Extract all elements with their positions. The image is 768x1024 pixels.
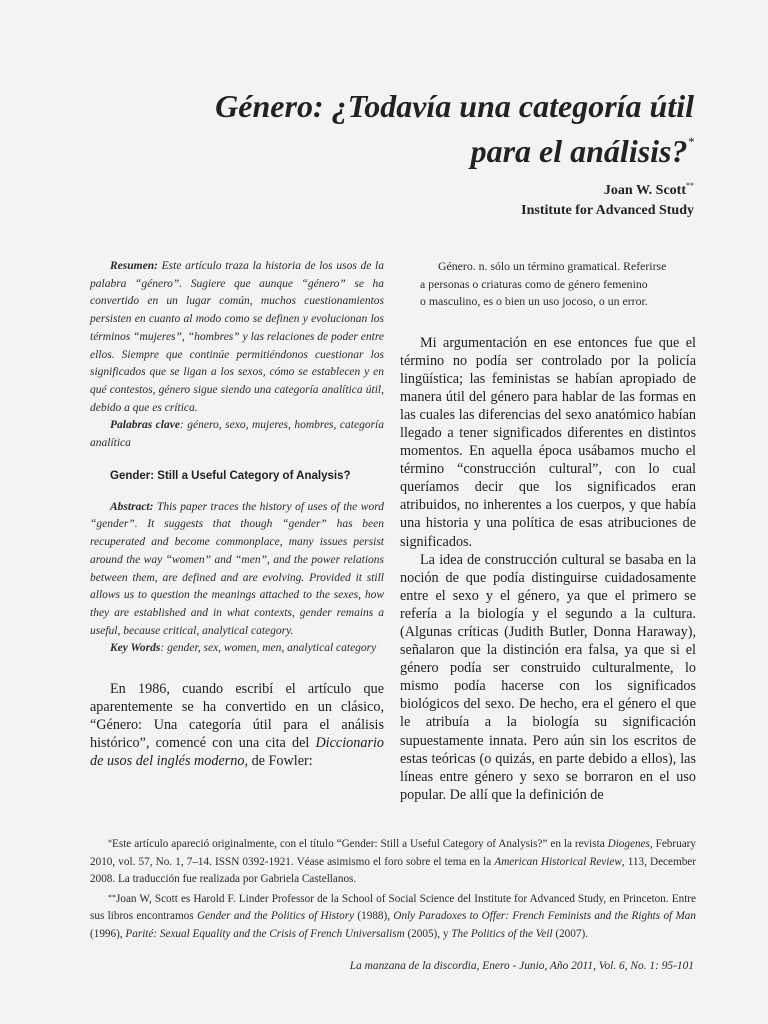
title-line-2 [174,124,694,169]
resumen-paragraph [90,258,384,417]
body-paragraph-1: Mi argumentación en ese entonces fue que el término no podía ser controlado por la policía lingüística; las feministas se habían apropiado de manera útil del género para hablar de las formas en las cuales las diferencias del sexo anatómico habían llegado a tener significados diferentes en distintos momentos. En aquella época usábamos mucho el término “construcción cultural”, con lo cual queríamos decir que los significados eran atribuidos, no inherentes a los cuerpos, y que había una historia y una política de esas atribuciones de significados. [400,334,696,550]
footnote-2-text-4: (2005), y [404,927,452,940]
article-title [174,88,694,169]
epigraph-line-1: Género. n. sólo un término gramatical. Referirse [438,259,667,273]
book-title-3: Parité: Sexual Equality and the Crisis of French Universalism [125,927,405,940]
epigraph-line-3: o masculino, es o bien un uso jocoso, o un error. [420,294,648,308]
author-name-line [274,176,694,201]
book-title-2: Only Paradoxes to Offer: French Feminists and the Rights of Man [393,910,696,922]
footnote-1-mark: * [108,838,112,847]
intro-text: En 1986, cuando escribí el artículo que aparentemente se ha convertido en un clásico, “Género: Una categoría útil para el análisis histórico”, comencé con una cita del [90,681,384,752]
author-name: Joan W. Scott [603,183,686,198]
epigraph-line-2: a personas o criaturas como de género femenino [420,276,648,291]
title-line-1: Género: ¿Todavía una categoría útil [215,88,694,124]
abstract-text: This paper traces the history of uses of the word “gender”. It suggests that though “gender” has been recuperated and become commonplace, many issues persist around the way “women” and “men”, and the power relations between them, are defined and are evolving. Provided it still allows us to question the meanings attached to the sexes, how they are established and in what contexts, gender remains a useful, because critical, analytical category. [90,500,384,637]
key-words-paragraph [90,640,384,658]
footnote-2-text-3: (1996), [90,927,126,940]
footnote-1-text-3: , 113, December 2008. La traducción fue realizada por Gabriela Castellanos. [90,855,696,885]
journal-reference: La manzana de la discordia, Enero - Junio, Año 2011, Vol. 6, No. 1: 95-101 [349,960,694,972]
abstract-paragraph [90,499,384,641]
key-words-label: Key Words [110,642,161,655]
footnote-1-journal: Diogenes [607,838,650,850]
footnote-1-review: American Historical Review [494,855,622,868]
footnote-1 [90,834,696,889]
key-words-text: : gender, sex, women, men, analytical category [160,642,377,655]
footnotes [90,834,696,943]
body-paragraph-2: La idea de construcción cultural se basaba en la noción de que podía distinguirse cuidadosamente entre el sexo y el género, ya que el primero se refería a la biología y el segundo a la cultura. (Algunas críticas (Judith Butler, Donna Haraway), señalaron que la distinción era falsa, ya que si el género podía ser construido culturalmente, lo mismo podía hacerse con los significados biológicos del sexo. De hecho, era el género el que le atribuía a la biología su significación supuestamente innata. Pero aún sin los escritos de estas teóricas (o quizás, en parte debido a ellos), las líneas entre género y sexo se borraron en el uso popular. De allí que la definición de [400,551,696,803]
palabras-clave-label: Palabras clave [110,419,180,432]
palabras-clave-text: : género, sexo, mujeres, hombres, categoría analítica [90,419,384,450]
footnote-1-text-1: Este artículo apareció originalmente, con el título “Gender: Still a Useful Category of Analysis?” en la revista [112,838,608,850]
author-footnote-mark: ** [686,181,694,190]
footnote-2-text-5: (2007). [552,927,588,940]
right-body [400,334,696,804]
book-title-1: Gender and the Politics of History [196,910,355,922]
footnote-2-mark: ** [108,892,116,902]
footnote-2 [90,889,696,944]
left-column [90,258,384,771]
intro-tail: , de Fowler: [244,753,313,770]
title-line-2-text: para el análisis? [470,133,688,169]
intro-paragraph [90,680,384,770]
footnote-2-text-1: Joan W, Scott es Harold F. Linder Professor de la School of Social Science del Institute for Advanced Study, en Princeton. Entre sus libros encontramos [90,892,696,922]
title-footnote-mark: * [687,134,694,149]
book-title-4: The Politics of the Veil [451,927,553,940]
dictionary-title: Diccionario de usos del inglés moderno [90,735,384,770]
resumen-label: Resumen: [110,260,158,272]
english-title: Gender: Still a Useful Category of Analysis? [110,469,351,482]
abstract-label: Abstract: [110,500,154,513]
footnote-1-text-2: , February 2010, vol. 57, No. 1, 7–14. ISSN 0392-1921. Véase asimismo el foro sobre el tema en la [90,838,696,868]
author-affiliation: Institute for Advanced Study [521,203,694,218]
footnote-2-text-2: (1988), [354,910,394,922]
right-column [400,258,696,804]
author-block [274,176,694,221]
resumen-text: Este artículo traza la historia de los usos de la palabra “género”. Sugiere que aunque “género” se ha convertido en un lugar común, muchos cuestionamientos persisten en cuanto al modo como se definen y evolucionan los términos “mujeres”, “hombres” y las relaciones de poder entre ellos. Siempre que continúe permitiéndonos cuestionar los significados que se ligan a los sexos, cómo se establecen y en qué contestos, género sigue siendo una categoría analítica útil, debido a que es crítica. [90,260,384,414]
epigraph [420,258,696,311]
palabras-clave-paragraph [90,417,384,452]
